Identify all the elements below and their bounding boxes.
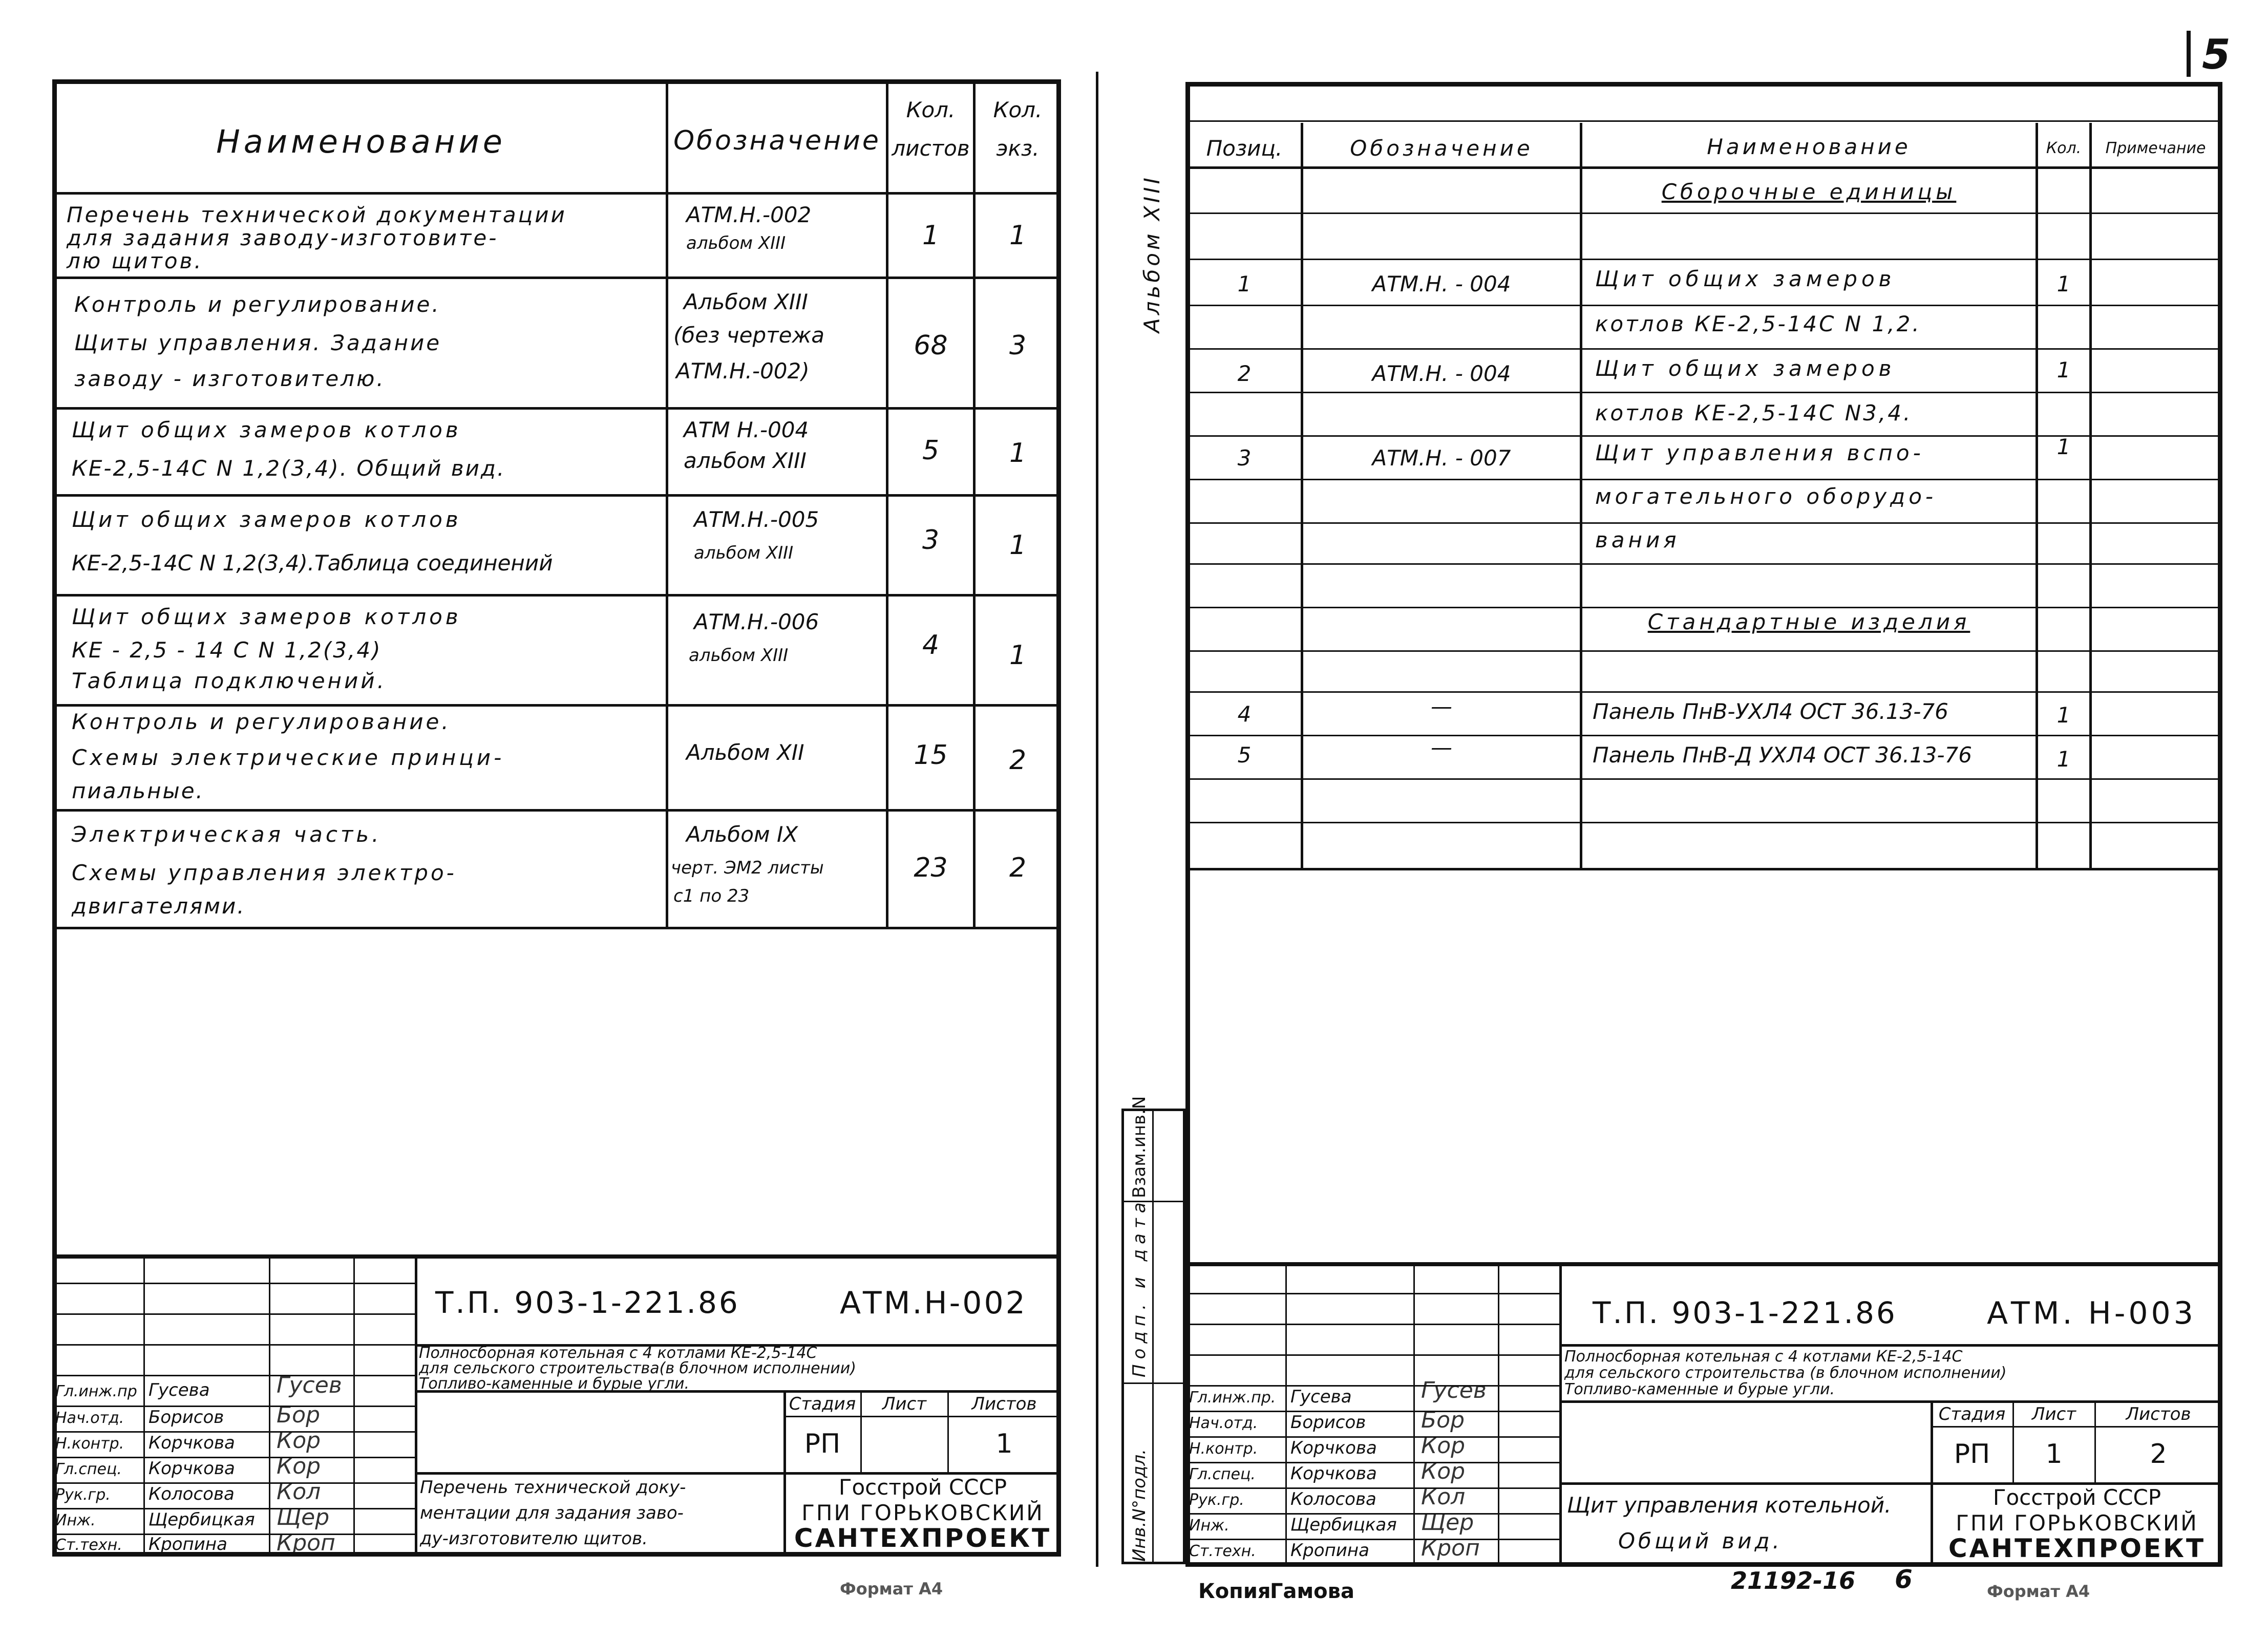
left-row5-name-1: Щит общих замеров котлов bbox=[72, 604, 461, 629]
left-row5-designation-2: альбом XIII bbox=[689, 645, 789, 666]
tb-line bbox=[1559, 1344, 2222, 1347]
right-row-line bbox=[1185, 691, 2222, 693]
left-row2-name-3: заводу - изготовителю. bbox=[74, 366, 386, 391]
left-row7-designation-2: черт. ЭМ2 листы bbox=[671, 858, 824, 878]
right-row-line bbox=[1185, 607, 2222, 608]
right-header-qty: Кол. bbox=[2046, 139, 2082, 157]
tb-line bbox=[1285, 1262, 1287, 1567]
left-sheet-title-3: ду-изготовителю щитов. bbox=[420, 1528, 648, 1549]
left-row1-designation-1: АТМ.Н.-002 bbox=[686, 202, 812, 227]
left-row6-name-3: пиальные. bbox=[72, 778, 204, 803]
left-staff-name: Корчкова bbox=[149, 1433, 235, 1453]
right-row-line bbox=[1185, 522, 2222, 524]
left-row7-sheets: 23 bbox=[914, 853, 948, 883]
tb-line bbox=[1185, 1411, 1559, 1412]
right-col-line bbox=[1580, 123, 1582, 868]
left-stage-label: Стадия bbox=[789, 1394, 856, 1414]
right-staff-role: Гл.инж.пр. bbox=[1189, 1389, 1276, 1407]
left-sheet-label: Лист bbox=[882, 1394, 927, 1414]
left-row-line bbox=[52, 594, 1061, 597]
left-row3-name-2: КЕ-2,5-14С N 1,2(3,4). Общий вид. bbox=[72, 456, 506, 481]
left-row3-copies: 1 bbox=[1009, 438, 1027, 469]
right-row-line bbox=[1185, 868, 2222, 870]
left-row1-copies: 1 bbox=[1009, 220, 1027, 251]
left-row7-designation-1: Альбом IX bbox=[686, 822, 798, 847]
right-sheet-title-2: Общий вид. bbox=[1618, 1528, 1783, 1553]
left-row1-name-2: для задания заводу-изготовите- bbox=[67, 225, 499, 250]
right-row2-qty: 1 bbox=[2057, 357, 2071, 382]
side-label-inventory: Инв.N°подл. bbox=[1129, 1449, 1150, 1562]
tb-line bbox=[52, 1344, 415, 1346]
right-staff-signature: Кроп bbox=[1421, 1535, 1480, 1561]
right-staff-signature: Кор bbox=[1421, 1433, 1466, 1459]
footer-copier: Гамова bbox=[1270, 1580, 1354, 1603]
right-section-assembly: Сборочные единицы bbox=[1661, 179, 1957, 204]
tb-line bbox=[1185, 1385, 1559, 1387]
right-row-line bbox=[1185, 479, 2222, 480]
left-org-1: Госстрой СССР bbox=[838, 1475, 1007, 1500]
left-row-line bbox=[52, 494, 1061, 497]
right-staff-role: Ст.техн. bbox=[1189, 1542, 1256, 1560]
left-org-2: ГПИ ГОРЬКОВСКИЙ bbox=[801, 1500, 1044, 1525]
left-row5-designation-1: АТМ.Н.-006 bbox=[694, 609, 819, 634]
right-row3-designation: АТМ.Н. - 007 bbox=[1372, 445, 1511, 471]
tb-line bbox=[1185, 1293, 1559, 1294]
footer-format-left: Формат А4 bbox=[840, 1579, 943, 1599]
left-staff-role: Гл.спец. bbox=[55, 1460, 122, 1478]
left-row-line bbox=[52, 704, 1061, 707]
left-stage: РП bbox=[804, 1429, 841, 1459]
tb-line bbox=[415, 1254, 417, 1557]
left-header-copies-1: Кол. bbox=[993, 97, 1043, 122]
right-row1-qty: 1 bbox=[2057, 271, 2071, 296]
side-line bbox=[1121, 1382, 1185, 1384]
left-row7-name-1: Электрическая часть. bbox=[72, 822, 382, 847]
right-row4-designation: — bbox=[1431, 694, 1452, 719]
left-staff-role: Гл.инж.пр bbox=[55, 1382, 137, 1400]
left-org-3: САНТЕХПРОЕКТ bbox=[794, 1523, 1052, 1553]
tb-line bbox=[52, 1406, 415, 1407]
left-row2-copies: 3 bbox=[1009, 330, 1027, 361]
left-row7-designation-3: с1 по 23 bbox=[673, 886, 750, 906]
right-album-label: Альбом XIII bbox=[1139, 175, 1164, 333]
left-staff-signature: Бор bbox=[277, 1402, 321, 1428]
right-row5-qty: 1 bbox=[2057, 747, 2071, 772]
right-sheet-number: 1 bbox=[2045, 1439, 2063, 1470]
right-header-name: Наименование bbox=[1707, 134, 1911, 159]
left-staff-role: Инж. bbox=[55, 1512, 96, 1529]
right-row3-name-1: Щит управления вспо- bbox=[1595, 440, 1924, 465]
right-description-3: Топливо-каменные и бурые угли. bbox=[1564, 1380, 1835, 1398]
left-row-line bbox=[52, 276, 1061, 279]
right-row5-pos: 5 bbox=[1237, 742, 1252, 768]
right-staff-role: Гл.спец. bbox=[1189, 1465, 1256, 1483]
left-row-line bbox=[52, 407, 1061, 410]
left-header-name: Наименование bbox=[216, 123, 506, 160]
left-description-1: Полносборная котельная с 4 котлами КЕ-2,5-14С bbox=[419, 1344, 817, 1362]
right-row3-pos: 3 bbox=[1237, 445, 1252, 471]
side-label-replacement: Взам.инв.N bbox=[1129, 1096, 1150, 1198]
left-staff-role: Рук.гр. bbox=[55, 1486, 111, 1504]
left-sheets-total: 1 bbox=[995, 1429, 1013, 1459]
right-row3-name-2: могательного оборудо- bbox=[1595, 484, 1937, 509]
right-row-line bbox=[1185, 259, 2222, 260]
left-row7-name-2: Схемы управления электро- bbox=[72, 860, 457, 885]
tb-line bbox=[1185, 1354, 1559, 1356]
right-row-line bbox=[1185, 392, 2222, 393]
left-row2-name-2: Щиты управления. Задание bbox=[74, 330, 442, 355]
right-staff-name: Кропина bbox=[1290, 1540, 1369, 1561]
right-staff-name: Колосова bbox=[1290, 1489, 1376, 1509]
side-label-sign-date: Подп. и дата bbox=[1129, 1197, 1150, 1377]
left-description-3: Топливо-каменные и бурые угли. bbox=[419, 1375, 690, 1393]
right-row-line bbox=[1185, 650, 2222, 652]
right-row1-name-1: Щит общих замеров bbox=[1595, 266, 1896, 291]
left-row7-copies: 2 bbox=[1009, 853, 1027, 883]
left-row-line bbox=[52, 927, 1061, 929]
right-sheet-label: Лист bbox=[2031, 1404, 2076, 1424]
left-row4-designation-1: АТМ.Н.-005 bbox=[694, 507, 819, 532]
right-stage-label: Стадия bbox=[1938, 1404, 2006, 1424]
tb-line bbox=[52, 1375, 415, 1376]
right-sheets-total: 2 bbox=[2150, 1439, 2167, 1470]
right-staff-signature: Кор bbox=[1421, 1458, 1466, 1484]
left-staff-name: Гусева bbox=[149, 1380, 210, 1400]
left-row2-name-1: Контроль и регулирование. bbox=[74, 292, 441, 317]
right-section-standard: Стандартные изделия bbox=[1647, 609, 1970, 634]
left-document-code: АТМ.Н-002 bbox=[840, 1285, 1027, 1321]
right-sheets-label: Листов bbox=[2126, 1404, 2191, 1424]
right-row1-pos: 1 bbox=[1237, 271, 1252, 296]
left-row2-sheets: 68 bbox=[914, 330, 948, 361]
right-row2-designation: АТМ.Н. - 004 bbox=[1372, 361, 1511, 386]
left-row3-sheets: 5 bbox=[922, 435, 940, 466]
left-row4-name-1: Щит общих замеров котлов bbox=[72, 507, 461, 532]
left-staff-role: Ст.техн. bbox=[55, 1536, 122, 1554]
left-row6-name-1: Контроль и регулирование. bbox=[72, 709, 451, 734]
right-header-designation: Обозначение bbox=[1350, 136, 1533, 161]
left-staff-signature: Кор bbox=[277, 1428, 321, 1454]
left-staff-signature: Щер bbox=[277, 1504, 330, 1530]
tb-line bbox=[1559, 1400, 2222, 1403]
left-header-sheets-2: листов bbox=[892, 136, 970, 161]
left-row3-name-1: Щит общих замеров котлов bbox=[72, 417, 461, 442]
tb-line bbox=[415, 1472, 783, 1475]
right-row4-name: Панель ПнВ-УХЛ4 ОСТ 36.13-76 bbox=[1593, 699, 1948, 724]
tb-line bbox=[1498, 1262, 1499, 1567]
left-row-line bbox=[52, 809, 1061, 812]
tb-line bbox=[1931, 1426, 2222, 1428]
left-row5-sheets: 4 bbox=[922, 630, 940, 661]
right-row2-pos: 2 bbox=[1237, 361, 1252, 386]
left-staff-signature: Кор bbox=[277, 1453, 321, 1479]
right-row5-name: Панель ПнВ-Д УХЛ4 ОСТ 36.13-76 bbox=[1593, 742, 1972, 768]
left-sheets-label: Листов bbox=[971, 1394, 1037, 1414]
tb-line bbox=[1185, 1324, 1559, 1325]
tb-line bbox=[52, 1313, 415, 1315]
right-staff-signature: Гусев bbox=[1421, 1377, 1487, 1403]
fold-line bbox=[1096, 72, 1098, 1567]
left-row5-copies: 1 bbox=[1009, 640, 1027, 671]
left-header-designation: Обозначение bbox=[673, 125, 881, 156]
left-header-copies-2: экз. bbox=[996, 136, 1040, 161]
left-row5-name-3: Таблица подключений. bbox=[72, 668, 387, 693]
right-row-line bbox=[1185, 166, 2222, 169]
left-row6-sheets: 15 bbox=[914, 740, 948, 771]
right-staff-name: Щербицкая bbox=[1290, 1515, 1397, 1535]
left-staff-signature: Гусев bbox=[277, 1372, 342, 1398]
right-staff-name: Гусева bbox=[1290, 1387, 1352, 1407]
left-row3-designation-2: альбом XIII bbox=[684, 448, 807, 473]
left-col-line-2 bbox=[886, 79, 888, 929]
right-staff-role: Рук.гр. bbox=[1189, 1491, 1244, 1509]
left-staff-role: Нач.отд. bbox=[55, 1409, 124, 1427]
footer-format-right: Формат А4 bbox=[1987, 1582, 2090, 1601]
left-row1-sheets: 1 bbox=[922, 220, 940, 251]
right-row4-qty: 1 bbox=[2057, 703, 2071, 728]
right-staff-signature: Щер bbox=[1421, 1509, 1474, 1536]
left-staff-name: Кропина bbox=[149, 1534, 227, 1555]
left-sheet-title-2: ментации для задания заво- bbox=[420, 1503, 684, 1523]
right-row1-name-2: котлов КЕ-2,5-14С N 1,2. bbox=[1595, 311, 1921, 336]
tb-line bbox=[1559, 1262, 1562, 1567]
right-header-pos: Позиц. bbox=[1206, 136, 1283, 161]
right-row-line bbox=[1185, 212, 2222, 214]
right-org-1: Госстрой СССР bbox=[1993, 1485, 2161, 1510]
right-staff-name: Борисов bbox=[1290, 1412, 1366, 1433]
right-staff-name: Корчкова bbox=[1290, 1463, 1377, 1484]
left-row-line bbox=[52, 192, 1061, 195]
right-row1-designation: АТМ.Н. - 004 bbox=[1372, 271, 1511, 296]
side-line bbox=[1152, 1109, 1154, 1564]
tb-line bbox=[52, 1283, 415, 1284]
right-row5-designation: — bbox=[1431, 735, 1452, 760]
right-row-line bbox=[1185, 305, 2222, 306]
left-staff-name: Колосова bbox=[149, 1484, 235, 1504]
left-row6-name-2: Схемы электрические принци- bbox=[72, 745, 505, 770]
left-row2-designation-2: (без чертежа bbox=[673, 323, 825, 348]
right-row-line bbox=[1185, 348, 2222, 350]
left-row6-copies: 2 bbox=[1009, 745, 1027, 776]
left-row6-designation-1: Альбом XII bbox=[686, 740, 804, 765]
left-row1-name-1: Перечень технической документации bbox=[67, 202, 567, 227]
corner-mark bbox=[2187, 31, 2191, 77]
right-description-1: Полносборная котельная с 4 котлами КЕ-2,5-14С bbox=[1564, 1348, 1963, 1366]
footer-order-number: 21192-16 bbox=[1731, 1567, 1856, 1594]
tb-line bbox=[783, 1416, 1061, 1417]
right-staff-signature: Кол bbox=[1421, 1484, 1466, 1510]
left-row4-name-2: КЕ-2,5-14С N 1,2(3,4).Таблица соединений bbox=[72, 550, 553, 576]
right-staff-role: Нач.отд. bbox=[1189, 1414, 1258, 1432]
right-row2-name-1: Щит общих замеров bbox=[1595, 356, 1896, 381]
right-sheet-title-1: Щит управления котельной. bbox=[1567, 1493, 1892, 1518]
right-description-2: для сельского строительства (в блочном исполнении) bbox=[1564, 1364, 2007, 1382]
page-corner-number: 5 bbox=[2202, 31, 2231, 78]
left-sheet-title-1: Перечень технической доку- bbox=[420, 1477, 686, 1498]
right-titleblock-top bbox=[1185, 1262, 2222, 1266]
right-org-2: ГПИ ГОРЬКОВСКИЙ bbox=[1956, 1510, 2198, 1536]
left-staff-name: Корчкова bbox=[149, 1458, 235, 1479]
left-staff-signature: Кроп bbox=[277, 1530, 335, 1556]
left-row4-designation-2: альбом XIII bbox=[694, 543, 794, 563]
right-project-code: Т.П. 903-1-221.86 bbox=[1593, 1295, 1897, 1330]
left-row5-name-2: КЕ - 2,5 - 14 С N 1,2(3,4) bbox=[72, 637, 382, 663]
left-titleblock-top bbox=[52, 1254, 1061, 1259]
left-row4-copies: 1 bbox=[1009, 530, 1027, 561]
right-row2-name-2: котлов КЕ-2,5-14С N3,4. bbox=[1595, 400, 1913, 425]
right-row3-name-3: вания bbox=[1595, 527, 1680, 552]
left-row7-name-3: двигателями. bbox=[72, 893, 246, 919]
right-row3-qty: 1 bbox=[2057, 434, 2071, 459]
left-project-code: Т.П. 903-1-221.86 bbox=[435, 1285, 740, 1320]
tb-line bbox=[1413, 1262, 1415, 1567]
left-row2-designation-3: АТМ.Н.-002) bbox=[676, 358, 810, 384]
right-staff-signature: Бор bbox=[1421, 1407, 1465, 1433]
right-top-band bbox=[1185, 120, 2222, 122]
left-row3-designation-1: АТМ Н.-004 bbox=[684, 417, 809, 442]
left-description-2: для сельского строительства(в блочном исполнении) bbox=[419, 1359, 856, 1377]
left-col-line-3 bbox=[973, 79, 976, 929]
right-row4-pos: 4 bbox=[1237, 701, 1252, 727]
left-row4-sheets: 3 bbox=[922, 525, 940, 556]
left-staff-name: Борисов bbox=[149, 1407, 224, 1428]
right-stage: РП bbox=[1954, 1439, 1990, 1470]
tb-line bbox=[52, 1534, 415, 1535]
right-header-note: Примечание bbox=[2105, 139, 2206, 157]
right-org-3: САНТЕХПРОЕКТ bbox=[1948, 1534, 2206, 1563]
left-col-line-1 bbox=[666, 79, 668, 929]
right-document-code: АТМ. Н-003 bbox=[1987, 1295, 2196, 1331]
footer-page-number: 6 bbox=[1895, 1564, 1913, 1594]
right-row-line bbox=[1185, 563, 2222, 565]
right-row-line bbox=[1185, 778, 2222, 780]
right-staff-role: Инж. bbox=[1189, 1517, 1230, 1535]
left-staff-role: Н.контр. bbox=[55, 1435, 124, 1453]
tb-line bbox=[1185, 1539, 1559, 1540]
right-row-line bbox=[1185, 822, 2222, 823]
left-header-sheets-1: Кол. bbox=[906, 97, 956, 122]
left-row1-designation-2: альбом XIII bbox=[686, 233, 786, 253]
left-staff-signature: Кол bbox=[277, 1479, 321, 1505]
right-staff-role: Н.контр. bbox=[1189, 1440, 1258, 1458]
left-row1-name-3: лю щитов. bbox=[67, 248, 203, 273]
right-col-line bbox=[2089, 123, 2092, 868]
footer-copy: Копия bbox=[1198, 1580, 1271, 1603]
right-staff-name: Корчкова bbox=[1290, 1438, 1377, 1458]
left-row2-designation-1: Альбом XIII bbox=[684, 289, 808, 314]
left-staff-name: Щербицкая bbox=[149, 1509, 255, 1530]
